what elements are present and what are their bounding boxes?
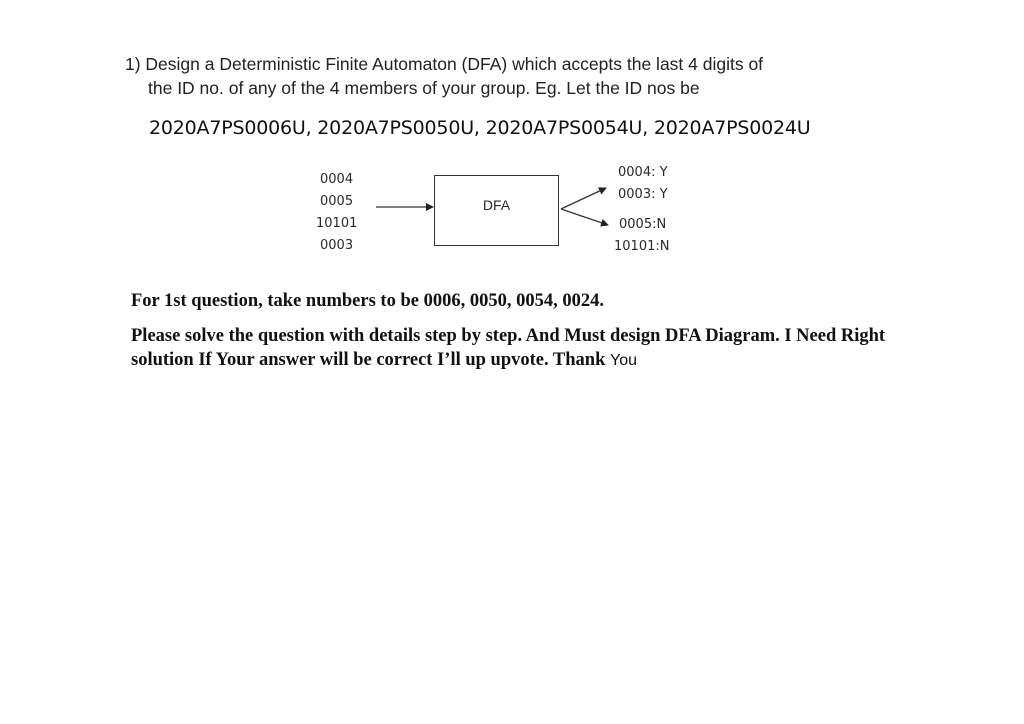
note-request-line-2 bbox=[131, 350, 637, 371]
note-request-text: solution If Your answer will be correct I’ll up upvote. Thank bbox=[131, 350, 606, 370]
dfa-box bbox=[434, 175, 559, 246]
output-label: 0004: Y bbox=[618, 165, 668, 180]
input-label: 10101 bbox=[316, 216, 358, 231]
output-arrow-accept bbox=[561, 188, 606, 209]
output-label: 0005:N bbox=[619, 217, 667, 232]
output-arrow-reject bbox=[561, 209, 608, 225]
question-line-2: the ID no. of any of the 4 members of your group. Eg. Let the ID nos be bbox=[148, 78, 700, 98]
note-request-line-1: Please solve the question with details step by step. And Must design DFA Diagram. I Need Right bbox=[131, 326, 886, 346]
dfa-box-label: DFA bbox=[482, 197, 511, 213]
input-label: 0003 bbox=[320, 238, 354, 253]
input-label: 0005 bbox=[320, 194, 354, 209]
output-label: 10101:N bbox=[614, 239, 670, 254]
question-line-1: 1) Design a Deterministic Finite Automaton (DFA) which accepts the last 4 digits of bbox=[125, 54, 764, 74]
input-label: 0004 bbox=[320, 172, 354, 187]
note-numbers: For 1st question, take numbers to be 0006, 0050, 0054, 0024. bbox=[131, 291, 604, 311]
note-request-tail: You bbox=[610, 352, 638, 369]
output-label: 0003: Y bbox=[618, 187, 668, 202]
id-numbers-list: 2020A7PS0006U, 2020A7PS0050U, 2020A7PS0054U, 2020A7PS0024U bbox=[149, 117, 811, 139]
